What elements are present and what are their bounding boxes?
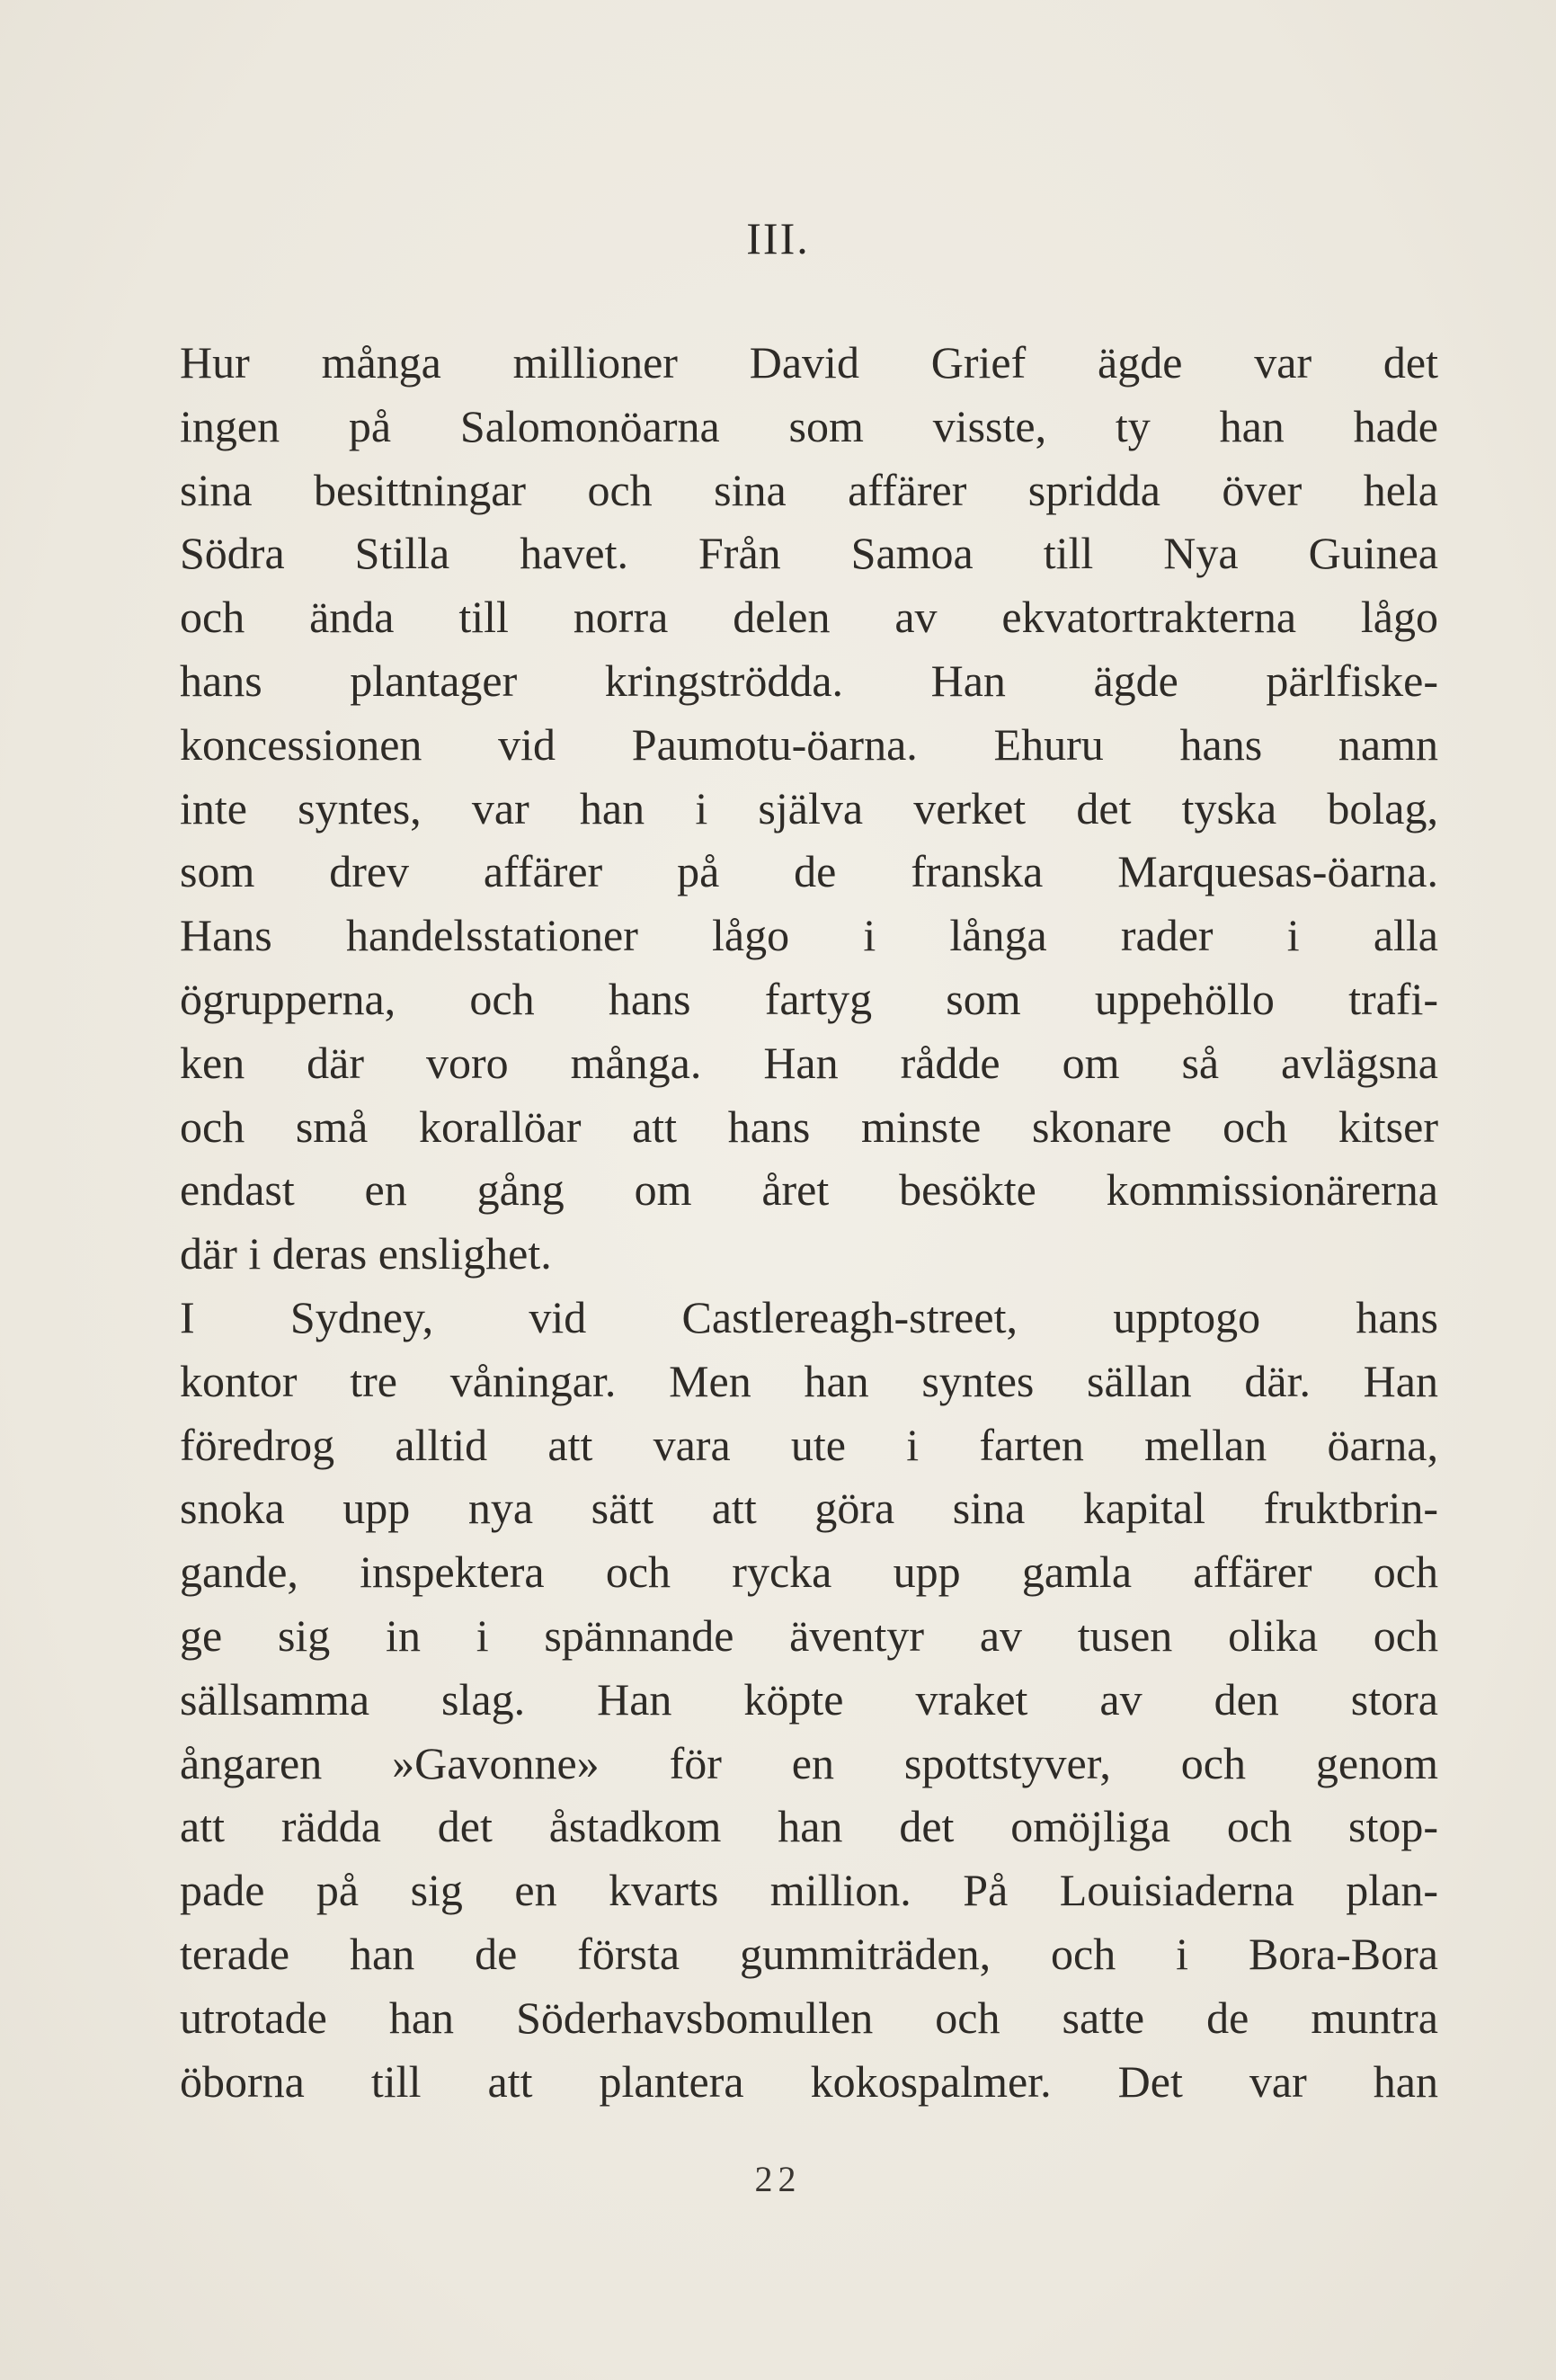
text-line: sällsamma slag. Han köpte vraket av den stora [180, 1673, 1438, 1725]
text-line: koncessionen vid Paumotu-öarna. Ehuru hans namn [180, 718, 1438, 770]
text-line: hans plantager kringströdda. Han ägde pärlfiske- [180, 655, 1438, 706]
text-line: ingen på Salomonöarna som visste, ty han hade [180, 400, 1438, 451]
text-line: sina besittningar och sina affärer spridda över hela [180, 464, 1438, 515]
text-line: öborna till att plantera kokospalmer. Det var han [180, 2055, 1438, 2107]
text-line: gande, inspektera och rycka upp gamla affärer och [180, 1547, 1438, 1598]
text-line: utrotade han Söderhavsbomullen och satte de muntra [180, 1992, 1438, 2043]
text-line: ångaren »Gavonne» för en spottstyver, och genom [180, 1737, 1438, 1788]
text-line: pade på sig en kvarts million. På Louisiaderna plan- [180, 1865, 1438, 1916]
text-line: att rädda det åstadkom han det omöjliga och stop- [180, 1801, 1438, 1852]
text-line: och ända till norra delen av ekvatortrakterna lågo [180, 592, 1438, 643]
text-line: Hur många millioner David Grief ägde var det [180, 337, 1438, 388]
text-line: där i deras enslighet. [180, 1228, 552, 1279]
text-line: endast en gång om året besökte kommissionärerna [180, 1164, 1438, 1216]
text-line: som drev affärer på de franska Marquesas-öarna. [180, 846, 1438, 897]
text-line: inte syntes, var han i själva verket det tyska bolag, [180, 782, 1438, 833]
text-line: snoka upp nya sätt att göra sina kapital fruktbrin- [180, 1483, 1438, 1534]
text-line: kontor tre våningar. Men han syntes sällan där. Han [180, 1355, 1438, 1406]
chapter-heading: III. [746, 213, 810, 263]
text-line: Hans handelsstationer lågo i långa rader i alla [180, 910, 1438, 961]
text-line: I Sydney, vid Castlereagh-street, upptogo hans [180, 1291, 1438, 1342]
text-line: ken där voro många. Han rådde om så avlägsna [180, 1037, 1438, 1088]
text-line: ge sig in i spännande äventyr av tusen olika och [180, 1609, 1438, 1661]
body-text [180, 331, 1438, 2113]
page-number: 22 [754, 2159, 802, 2199]
text-line: ögrupperna, och hans fartyg som uppehöllo trafi- [180, 973, 1438, 1024]
text-line: och små korallöar att hans minste skonare och kitser [180, 1101, 1438, 1152]
text-line: Södra Stilla havet. Från Samoa till Nya Guinea [180, 528, 1438, 579]
text-line: föredrog alltid att vara ute i farten mellan öarna, [180, 1419, 1438, 1470]
text-line: terade han de första gummiträden, och i Bora-Bora [180, 1928, 1438, 1979]
